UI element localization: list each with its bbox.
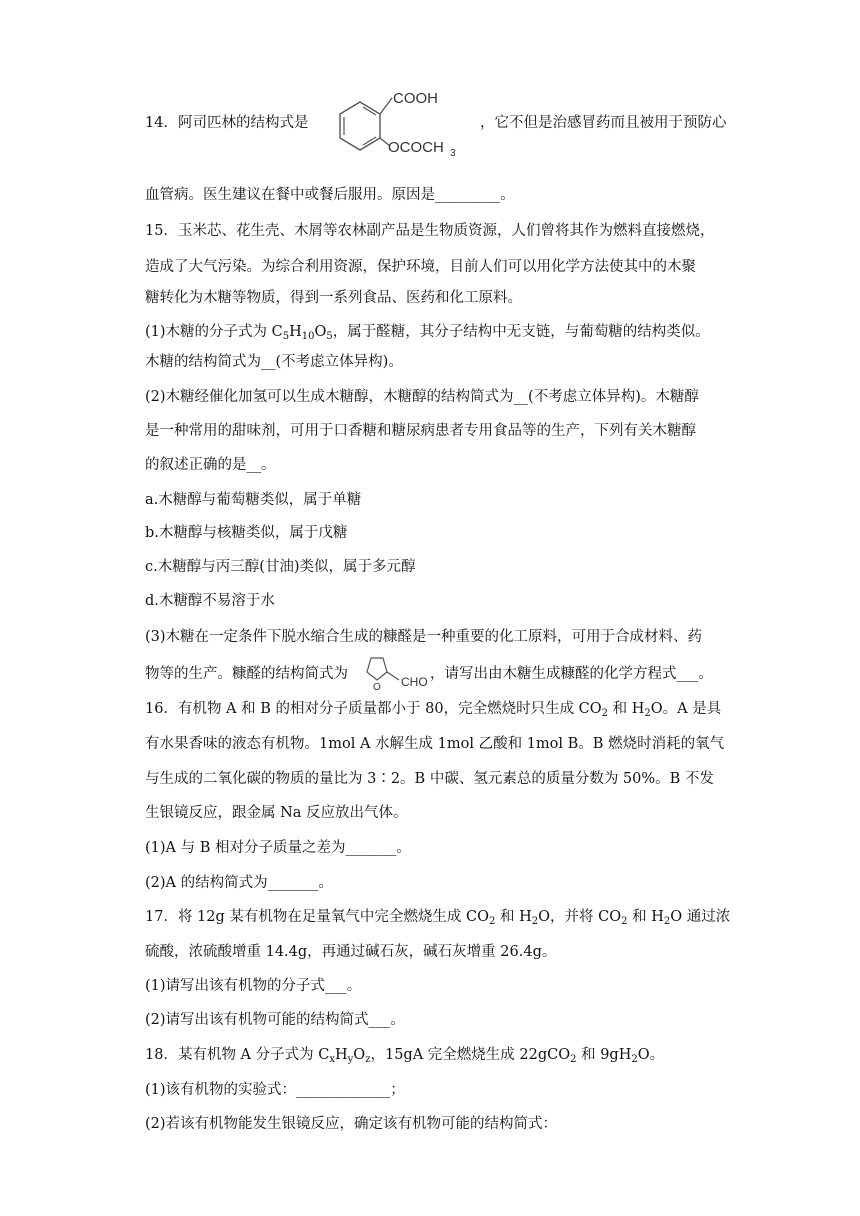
q15-part-2-line-3: 的叙述正确的是__。	[145, 457, 276, 473]
q14-line-1	[145, 113, 308, 133]
q17-line-2: 硫酸，浓硫酸增重 14.4g，再通过碱石灰，碱石灰增重 26.4g。	[145, 944, 557, 960]
cooh-label: COOH	[393, 90, 438, 107]
q14-text-b: ，它不但是治感冒药而且被用于预防心	[480, 115, 727, 131]
subscript: 2	[621, 916, 628, 927]
subscript: 2	[570, 1054, 577, 1065]
q14-line-2	[145, 185, 515, 205]
q15-part-3-line-2	[145, 664, 348, 684]
subscript: 2	[601, 708, 609, 719]
q18-o: O	[353, 1047, 366, 1063]
subscript: 10	[301, 331, 315, 342]
q18-text-d: O。	[637, 1047, 665, 1063]
q18-part-1: (1)该有机物的实验式：_____________；	[145, 1082, 405, 1098]
q15-h: H	[289, 324, 302, 340]
subscript: 2	[489, 916, 496, 927]
q17-text-a: 17．将 12g 某有机物在足量氧气中完全燃烧生成 CO	[145, 909, 489, 925]
q16-line-2: 有水果香味的液态有机物。1mol A 水解生成 1mol 乙酸和 1mol B。B 燃烧时消耗的氧气	[145, 736, 725, 752]
q16-text-a: 16．有机物 A 和 B 的相对分子质量都小于 80，完全燃烧时只生成 CO	[145, 701, 602, 717]
q16-line-3: 与生成的二氧化碳的物质的量比为 3∶2。B 中碳、氢元素总的质量分数为 50%。B 不发	[145, 771, 714, 787]
q17-text-e: O 通过浓	[670, 909, 731, 925]
subscript: z	[365, 1054, 371, 1065]
ococh-label: OCOCH	[388, 139, 444, 156]
subscript: y	[347, 1054, 354, 1065]
q18-text-b: ，15gA 完全燃烧生成 22gCO	[370, 1047, 571, 1063]
subscript: 2	[531, 916, 539, 927]
q18-h: H	[334, 1047, 348, 1063]
q15-option-b: b.木糖醇与核糖类似，属于戊糖	[145, 525, 348, 541]
q15-o: O	[314, 324, 327, 340]
q15-part-3-line-2b: ，请写出由木糖生成糠醛的化学方程式___。	[430, 666, 713, 682]
q17-part-2: (2)请写出该有机物可能的结构简式___。	[145, 1012, 405, 1028]
subscript: 2	[631, 1054, 638, 1065]
q18-text-c: 和 9gH	[576, 1047, 632, 1063]
ococh-sub-label: 3	[450, 148, 456, 158]
cho-label: CHO	[401, 675, 428, 689]
q17-part-1: (1)请写出该有机物的分子式___。	[145, 978, 362, 994]
q15-option-d: d.木糖醇不易溶于水	[145, 593, 275, 609]
q17-line-1	[145, 907, 730, 927]
q14-text-a: 14．阿司匹林的结构式是	[145, 115, 309, 131]
q17-text-d: 和 H	[627, 909, 664, 925]
q15-p1-text-a: (1)木糖的分子式为 C	[145, 324, 283, 340]
furfural-structure	[353, 650, 433, 694]
q16-text-b: 和 H	[608, 701, 645, 717]
subscript: 5	[326, 331, 333, 342]
q15-p3-text-b: 物等的生产。糠醛的结构简式为	[145, 666, 348, 682]
q15-part-3: (3)木糖在一定条件下脱水缩合生成的糠醛是一种重要的化工原料，可用于合成材料、药	[145, 629, 703, 645]
q18-part-2: (2)若该有机物能发生银镜反应，确定该有机物可能的结构简式：	[145, 1116, 558, 1132]
q14-line-1b	[480, 113, 727, 133]
q18-text-a: 18．某有机物 A 分子式为 C	[145, 1047, 330, 1063]
subscript: x	[329, 1054, 335, 1065]
subscript: 2	[644, 708, 651, 719]
q15-part-2: (2)木糖经催化加氢可以生成木糖醇，木糖醇的结构简式为__(不考虑立体异构)。木糖醇	[145, 389, 699, 405]
q15-part-1-line-2: 木糖的结构简式为__(不考虑立体异构)。	[145, 354, 403, 370]
q15-line-3: 糖转化为木糖等物质，得到一系列食品、医药和化工原料。	[145, 290, 522, 306]
q15-line-1: 15．玉米芯、花生壳、木屑等农林副产品是生物质资源，人们曾将其作为燃料直接燃烧，	[145, 223, 715, 239]
furan-oxygen-label: O	[373, 682, 381, 693]
q14-text-c: 血管病。医生建议在餐中或餐后服用。原因是_________。	[145, 187, 515, 203]
q16-part-1: (1)A 与 B 相对分子质量之差为_______。	[145, 840, 411, 856]
q15-line-2: 造成了大气污染。为综合利用资源，保护环境，目前人们可以用化学方法使其中的木聚	[145, 259, 696, 275]
q16-part-2: (2)A 的结构简式为_______。	[145, 875, 333, 891]
q16-line-1	[145, 699, 721, 719]
q18-line-1	[145, 1045, 664, 1065]
aspirin-structure	[318, 86, 468, 158]
subscript: 2	[663, 916, 671, 927]
q16-line-4: 生银镜反应，跟金属 Na 反应放出气体。	[145, 805, 408, 821]
subscript: 5	[282, 331, 290, 342]
q15-option-a: a.木糖醇与葡萄糖类似，属于单糖	[145, 492, 362, 508]
q17-text-b: 和 H	[495, 909, 532, 925]
q15-p1-text-b: ，属于醛糖，其分子结构中无支链，与葡萄糖的结构类似。	[332, 324, 710, 340]
q16-text-c: O。A 是具	[650, 701, 722, 717]
q15-part-2-line-2: 是一种常用的甜味剂，可用于口香糖和糖尿病患者专用食品等的生产，下列有关木糖醇	[145, 423, 696, 439]
q15-option-c: c.木糖醇与丙三醇(甘油)类似，属于多元醇	[145, 559, 416, 575]
q15-part-1	[145, 322, 710, 342]
q17-text-c: O，并将 CO	[538, 909, 622, 925]
